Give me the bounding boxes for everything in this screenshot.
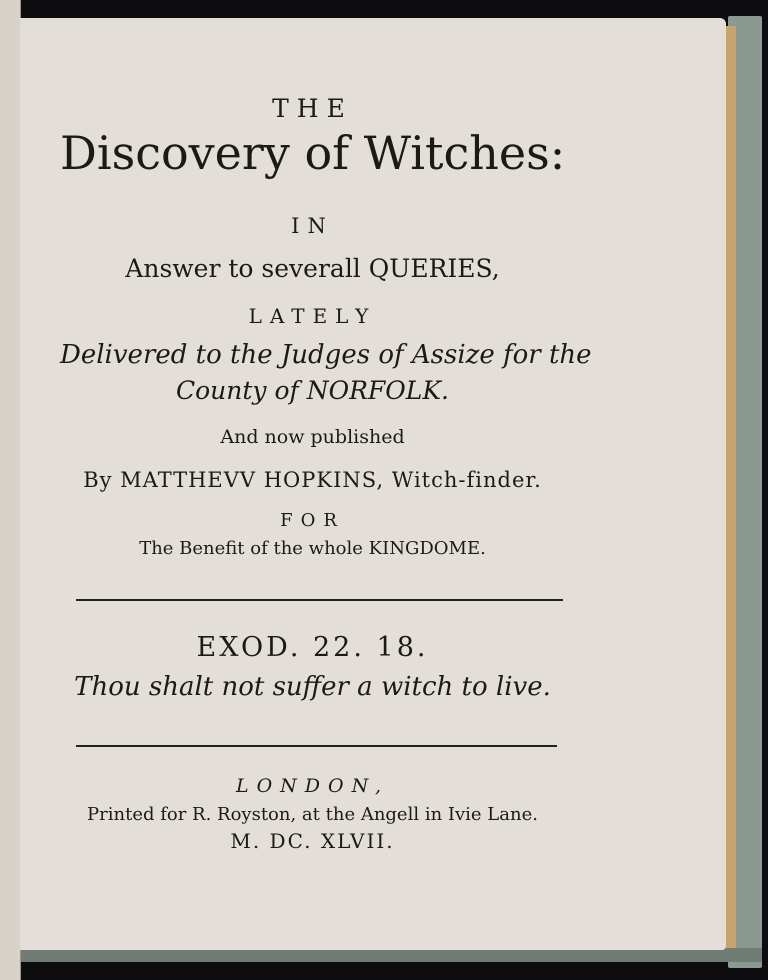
author-line: By MATTHEVV HOPKINS, Witch-finder. <box>83 468 542 492</box>
heading-for: FOR <box>280 510 345 531</box>
subtitle-county: County of NORFOLK. <box>175 376 449 405</box>
imprint-printer: Printed for R. Royston, at the Angell in Ivie Lane. <box>87 804 538 825</box>
heading-the: THE <box>272 94 353 123</box>
book-title: Discovery of Witches: <box>60 126 566 180</box>
divider-rule <box>76 745 557 747</box>
verse-text: Thou shalt not suffer a witch to live. <box>74 672 551 702</box>
benefit-line: The Benefit of the whole KINGDOME. <box>139 538 486 559</box>
divider-rule <box>76 599 563 601</box>
imprint-place: LONDON, <box>235 775 390 797</box>
verse-reference: EXOD. 22. 18. <box>196 632 429 663</box>
imprint-year: M. DC. XLVII. <box>230 829 395 853</box>
subtitle-delivered: Delivered to the Judges of Assize for the <box>60 340 592 370</box>
book-cover-bottom <box>20 948 762 962</box>
title-page <box>20 18 726 950</box>
heading-lately: LATELY <box>248 304 377 328</box>
published-note: And now published <box>220 426 405 448</box>
left-page-edge <box>0 0 21 980</box>
subtitle-answer: Answer to severall QUERIES, <box>125 254 500 283</box>
heading-in: IN <box>291 214 334 238</box>
